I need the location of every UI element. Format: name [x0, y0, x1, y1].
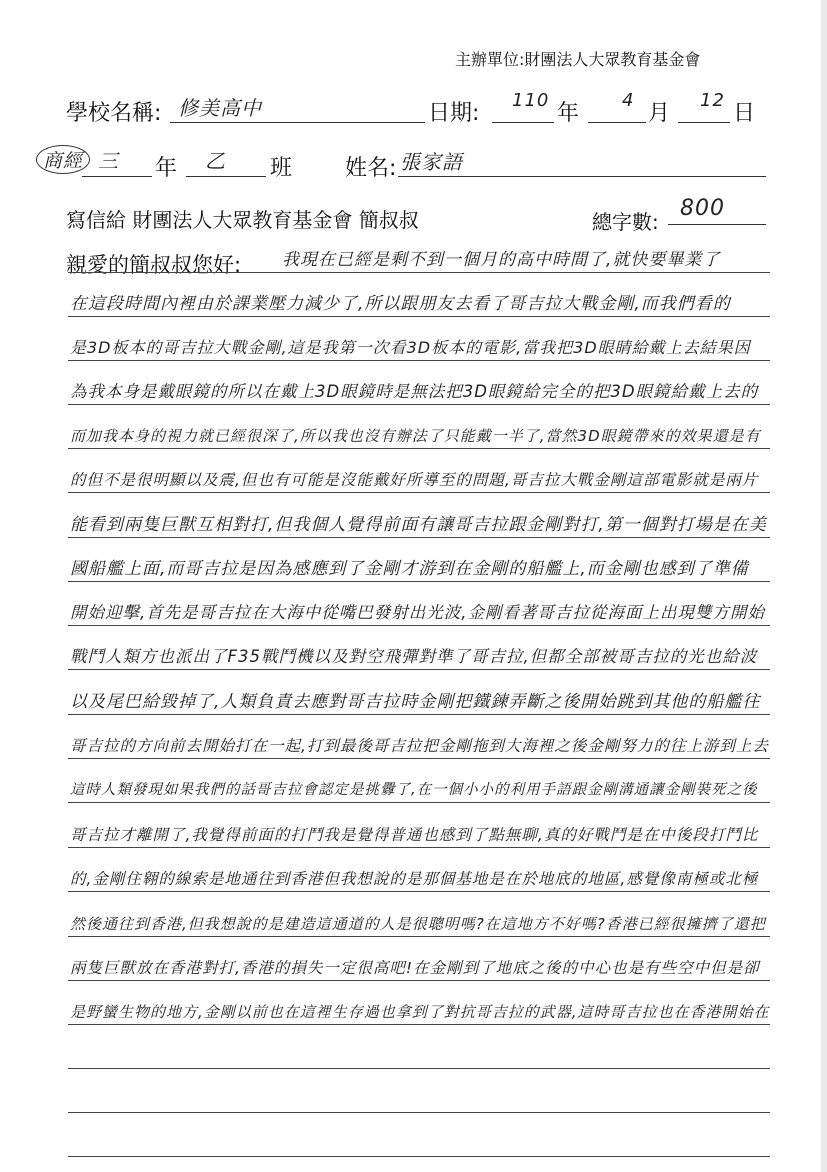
letter-line: 而加我本身的視力就已經很深了,所以我也沒有辦法了只能戴一半了,當然3D眼鏡帶來的效果還是有: [70, 427, 761, 445]
ruled-line: [68, 1156, 770, 1157]
ruled-line: [68, 492, 770, 493]
ruled-line: [68, 847, 770, 848]
word-count-underline: [668, 224, 766, 225]
ruled-line: [68, 272, 770, 273]
letter-line: 戰鬥人類方也派出了F35戰鬥機以及對空飛彈對準了哥吉拉,但都全部被哥吉拉的光也給波: [70, 647, 758, 666]
grade-underline: [82, 176, 152, 177]
letter-line: 我現在已經是剩不到一個月的高中時間了,就快要畢業了: [282, 250, 721, 270]
letter-line: 的但不是很明顯以及震,但也有可能是沒能戴好所導至的問題,哥吉拉大戰金剛這部電影就是兩片: [70, 471, 759, 489]
letter-line: 能看到兩隻巨獸互相對打,但我個人覺得前面有讓哥吉拉跟金剛對打,第一個對打場是在美: [70, 515, 767, 535]
name-underline: [398, 176, 766, 177]
ruled-line: [68, 1112, 770, 1113]
school-label: 學校名稱:: [66, 101, 162, 126]
grade-label: 年: [155, 156, 178, 181]
grade-value: 三: [98, 149, 119, 173]
letter-line: 這時人類發現如果我們的話哥吉拉會認定是挑釁了,在一個小小的利用手語跟金剛溝通讓金剛裝死之後: [70, 782, 758, 798]
letter-line: 在這段時間內裡由於課業壓力減少了,所以跟朋友去看了哥吉拉大戰金剛,而我們看的: [70, 294, 731, 314]
year-label: 年: [557, 101, 580, 126]
class-underline: [186, 176, 266, 177]
ruled-line: [68, 625, 770, 626]
word-count-value: 800: [680, 196, 725, 221]
letter-line: 為我本身是戴眼鏡的所以在戴上3D眼鏡時是無法把3D眼鏡給完全的把3D眼鏡給戴上去的: [70, 382, 759, 401]
department-value: 商經: [36, 145, 90, 174]
student-name-value: 張家語: [400, 150, 463, 174]
letter-line: 國船艦上面,而哥吉拉是因為感應到了金剛才游到在金剛的船艦上,而金剛也感到了準備: [70, 559, 749, 579]
letter-line: 是野蠻生物的地方,金剛以前也在這裡生存過也拿到了對抗哥吉拉的武器,這時哥吉拉也在香港開始在: [70, 1003, 770, 1021]
greeting-text: 親愛的簡叔叔您好:: [66, 253, 242, 277]
class-value: 乙: [205, 149, 226, 173]
ruled-line: [68, 714, 770, 715]
organizer-text: 主辦單位:財團法人大眾教育基金會: [455, 50, 701, 69]
letter-line: 以及尾巴給毀掉了,人類負責去應對哥吉拉時金剛把鐵鍊弄斷之後開始跳到其他的船艦往: [70, 692, 761, 712]
ruled-line: [68, 1024, 770, 1025]
ruled-line: [68, 669, 770, 670]
date-year-value: 110: [512, 90, 550, 111]
page-edge-shadow: [821, 0, 827, 1172]
letter-line: 哥吉拉的方向前去開始打在一起,打到最後哥吉拉把金剛拖到大海裡之後金剛努力的往上游到上去: [70, 737, 769, 755]
ruled-line: [68, 316, 770, 317]
letter-line: 的,金剛住翱的線索是地通往到香港但我想說的是那個基地是在於地底的地區,感覺像南極或北極: [70, 870, 759, 888]
ruled-line: [68, 802, 770, 803]
letter-line: 兩隻巨獸放在香港對打,香港的損失一定很高吧!在金剛到了地底之後的中心也是有些空中但是卻: [70, 959, 760, 977]
school-underline: [170, 122, 425, 123]
name-label: 姓名:: [345, 156, 397, 181]
ruled-line: [68, 537, 770, 538]
ruled-line: [68, 758, 770, 759]
day-underline: [678, 122, 730, 123]
letter-line: 開始迎擊,首先是哥吉拉在大海中從嘴巴發射出光波,金剛看著哥吉拉從海面上出現雙方開始: [70, 603, 765, 622]
ruled-line: [68, 1068, 770, 1069]
month-label: 月: [648, 101, 671, 126]
date-label: 日期:: [428, 101, 480, 126]
letter-recipient: 寫信給 財團法人大眾教育基金會 簡叔叔: [66, 208, 419, 232]
letter-line: 是3D板本的哥吉拉大戰金剛,這是我第一次看3D板本的電影,當我把3D眼睛給戴上去結果因: [70, 338, 751, 357]
day-label: 日: [733, 101, 756, 126]
ruled-line: [68, 448, 770, 449]
class-label: 班: [270, 156, 293, 181]
ruled-line: [68, 404, 770, 405]
ruled-line: [68, 581, 770, 582]
ruled-line: [68, 360, 770, 361]
ruled-line: [68, 936, 770, 937]
letter-line: 哥吉拉才離開了,我覺得前面的打鬥我是覺得普通也感到了點無聊,真的好戰鬥是在中後段打鬥比: [70, 826, 759, 844]
date-day-value: 12: [700, 90, 725, 111]
month-underline: [588, 122, 646, 123]
letter-line: 然後通往到香港,但我想說的是建造這通道的人是很聰明嗎?在這地方不好嗎?香港已經很擁擠了還把: [70, 915, 766, 933]
word-count-label: 總字數:: [592, 210, 659, 234]
year-underline: [492, 122, 554, 123]
school-name-value: 修美高中: [178, 96, 262, 120]
date-month-value: 4: [622, 90, 635, 111]
ruled-line: [68, 980, 770, 981]
ruled-line: [68, 891, 770, 892]
